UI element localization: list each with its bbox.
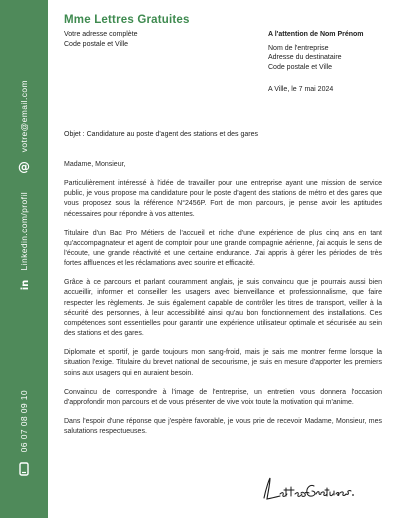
paragraph: Particulièrement intéressé à l'idée de travailler pour une entreprise ayant une mission de service public, je vous propose ma candidature pour le poste d'agent des stations de métro et des gares que vous proposez sous la référence N°2456P. Fort de mon parcours, je pense avoir les aptitudes nécessaires pour répondre à vos attentes. [64, 180, 382, 218]
recipient-address: Adresse du destinataire [268, 54, 342, 61]
svg-text:@: @ [18, 160, 30, 175]
sidebar-linkedin[interactable] [0, 192, 48, 292]
phone-text: 06 07 08 09 10 [19, 390, 29, 453]
email-icon [17, 160, 31, 174]
sender-address-block [64, 30, 138, 49]
paragraph: Dans l'espoir d'une réponse que j'espère favorable, je vous prie de recevoir Madame, Monsieur, mes salutations respectueuses. [64, 417, 382, 436]
linkedin-icon [17, 278, 31, 292]
sender-postal-city: Code postale et Ville [64, 40, 129, 48]
phone-icon [17, 462, 31, 476]
paragraph: Diplomate et sportif, je garde toujours mon sang-froid, mais je sais me montrer ferme lorsque la situation l'exige. Titulaire du brevet national de secourisme, je suis en mesure d'apporter les premiers soins aux usagers qui en auraient besoin. [64, 349, 382, 377]
paragraph: Convaincu de correspondre à l'image de l'entreprise, un entretien vous donnera l'occasion d'approfondir mon parcours et de vous présenter de vive voix toute la motivation qui m'anime. [64, 388, 382, 406]
letter-body [64, 160, 382, 446]
sidebar-phone[interactable] [0, 390, 48, 476]
sidebar-email[interactable] [0, 80, 48, 174]
greeting: Madame, Monsieur, [64, 161, 126, 168]
recipient-attention: A l'attention de Nom Prénom [268, 31, 364, 38]
recipient-postal-city: Code postale et Ville [268, 63, 333, 71]
sender-address: Votre adresse complète [64, 31, 138, 38]
sender-name: Mme Lettres Gratuites [64, 14, 190, 26]
recipient-block [268, 30, 364, 72]
contact-sidebar [0, 0, 48, 518]
linkedin-text: Linkedin.com/profil [19, 192, 29, 271]
paragraph: Grâce à ce parcours et parlant couramment anglais, je suis convaincu que je pourrais aussi bien accueillir, informer et conseiller les usagers avec bienveillance et professionnalisme, que faire respecter les règlements. Je suis également capable de contrôler les titres de transport, veiller à la sécurité des personnes, à leur accessibilité ainsi qu'au bon fonctionnement des installations. Ces compétences sont essentielles pour garantir une expérience utilisateur optimale et sécurisée au sein des stations et des gares. [64, 279, 382, 338]
svg-text:in: in [20, 280, 31, 291]
paragraph: Titulaire d'un Bac Pro Métiers de l'accueil et riche d'une expérience de plus cinq ans en tant qu'accompagnateur et agent de comptoir pour une grande compagnie aérienne, j'ai acquis le sens de l'écoute, une grande réactivité et une certaine endurance. J'ai appris à gérer les périodes de très fortes affluences et les réclamations avec sourire et efficacité. [64, 229, 382, 268]
letter-date: A Ville, le 7 mai 2024 [268, 86, 334, 93]
recipient-company: Nom de l'entreprise [268, 44, 329, 52]
letter-subject: Objet : Candidature au poste d'agent des stations et des gares [64, 131, 258, 138]
signature [258, 474, 358, 504]
email-text: votre@email.com [19, 80, 29, 153]
